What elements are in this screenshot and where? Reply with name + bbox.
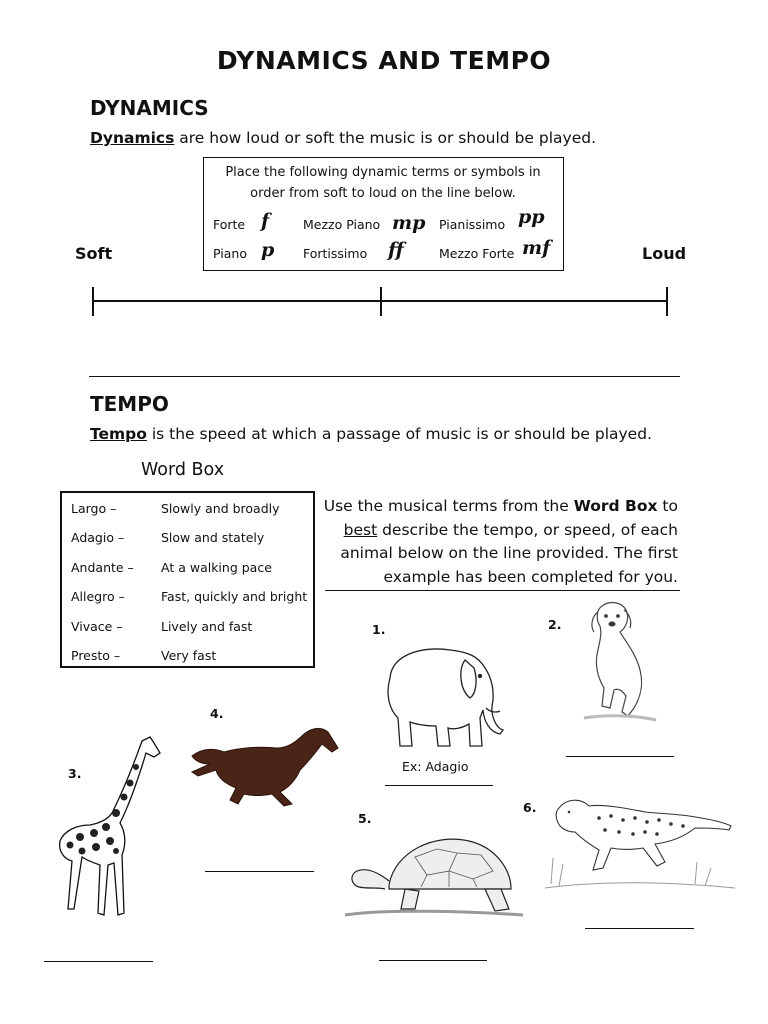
animal-number: 3. — [68, 766, 82, 781]
animal-number: 2. — [548, 617, 562, 632]
dynamic-symbol: mp — [392, 212, 426, 234]
tempo-term: Tempo — [90, 425, 147, 443]
soft-to-loud-line[interactable] — [0, 280, 768, 325]
word-box-term: Adagio – — [71, 530, 125, 545]
animal-number: 4. — [210, 706, 224, 721]
answer-example: Ex: Adagio — [402, 759, 469, 774]
dynamic-symbol: f — [261, 210, 270, 232]
cheetah-image — [545, 788, 735, 900]
word-box-meaning: Very fast — [161, 648, 217, 663]
answer-line-2[interactable] — [566, 756, 674, 757]
dynamics-definition-text: are how loud or soft the music is or should be played. — [174, 129, 596, 147]
dynamic-term-name: Mezzo Forte — [439, 246, 515, 261]
dynamic-symbol: pp — [518, 206, 545, 228]
answer-line-6[interactable] — [585, 928, 694, 929]
word-box — [60, 491, 315, 668]
dynamic-term-name: Piano — [213, 246, 247, 261]
word-box-meaning: Slow and stately — [161, 530, 265, 545]
answer-line-1[interactable] — [385, 785, 493, 786]
tempo-definition-text: is the speed at which a passage of music is or should be played. — [146, 425, 652, 443]
dynamics-term: Dynamics — [90, 129, 175, 147]
dynamic-term-name: Fortissimo — [303, 246, 368, 261]
loud-label: Loud — [642, 244, 687, 263]
tempo-instructions — [318, 495, 678, 589]
word-box-meaning: Lively and fast — [161, 619, 253, 634]
dynamic-term-name: Pianissimo — [439, 217, 506, 232]
dynamic-symbol: p — [261, 239, 275, 261]
word-box-meaning: Fast, quickly and bright — [161, 589, 308, 604]
page-title: DYNAMICS AND TEMPO — [216, 46, 552, 75]
section-divider — [89, 376, 680, 377]
answer-line-3[interactable] — [44, 961, 153, 962]
word-box-term: Presto – — [71, 648, 121, 663]
instruction-text: to — [657, 497, 678, 515]
dynamic-term-name: Forte — [213, 217, 246, 232]
instruction-text: example has been completed for you. — [383, 567, 678, 586]
dynamics-term-box — [203, 157, 564, 271]
dynamics-definition — [90, 129, 596, 147]
horse-image — [188, 722, 340, 808]
animal-number: 6. — [523, 800, 537, 815]
box-instruction-line2: order from soft to loud on the line below. — [250, 186, 516, 201]
instruction-text: describe the tempo, or speed, of each — [377, 520, 678, 539]
tortoise-image — [345, 827, 525, 922]
tempo-heading: TEMPO — [90, 392, 169, 416]
tempo-definition — [90, 425, 652, 443]
dynamic-symbol: mf — [522, 237, 551, 259]
dynamics-heading: DYNAMICS — [90, 96, 209, 120]
giraffe-image — [50, 733, 165, 928]
answer-line-4[interactable] — [205, 871, 314, 872]
instruction-underline — [325, 590, 680, 591]
animal-number: 5. — [358, 811, 372, 826]
instruction-text: Use the musical terms from the — [323, 497, 574, 515]
dog-image — [580, 598, 660, 723]
animal-number: 1. — [372, 622, 386, 637]
word-box-meaning: At a walking pace — [161, 560, 272, 575]
instruction-text: animal below on the line provided. The first — [340, 544, 678, 562]
instruction-best: best — [343, 520, 378, 539]
soft-label: Soft — [75, 244, 113, 263]
elephant-image — [370, 638, 510, 753]
word-box-term: Andante – — [71, 560, 134, 575]
word-box-title: Word Box — [141, 460, 225, 480]
word-box-term: Vivace – — [71, 619, 123, 634]
box-instruction-line1: Place the following dynamic terms or symbols in — [225, 165, 541, 180]
dynamic-symbol: ff — [388, 239, 404, 261]
word-box-term: Allegro – — [71, 589, 125, 604]
dynamic-term-name: Mezzo Piano — [303, 217, 381, 232]
word-box-term: Largo – — [71, 501, 117, 516]
answer-line-5[interactable] — [379, 960, 487, 961]
word-box-meaning: Slowly and broadly — [161, 501, 280, 516]
instruction-word-box: Word Box — [573, 497, 658, 515]
